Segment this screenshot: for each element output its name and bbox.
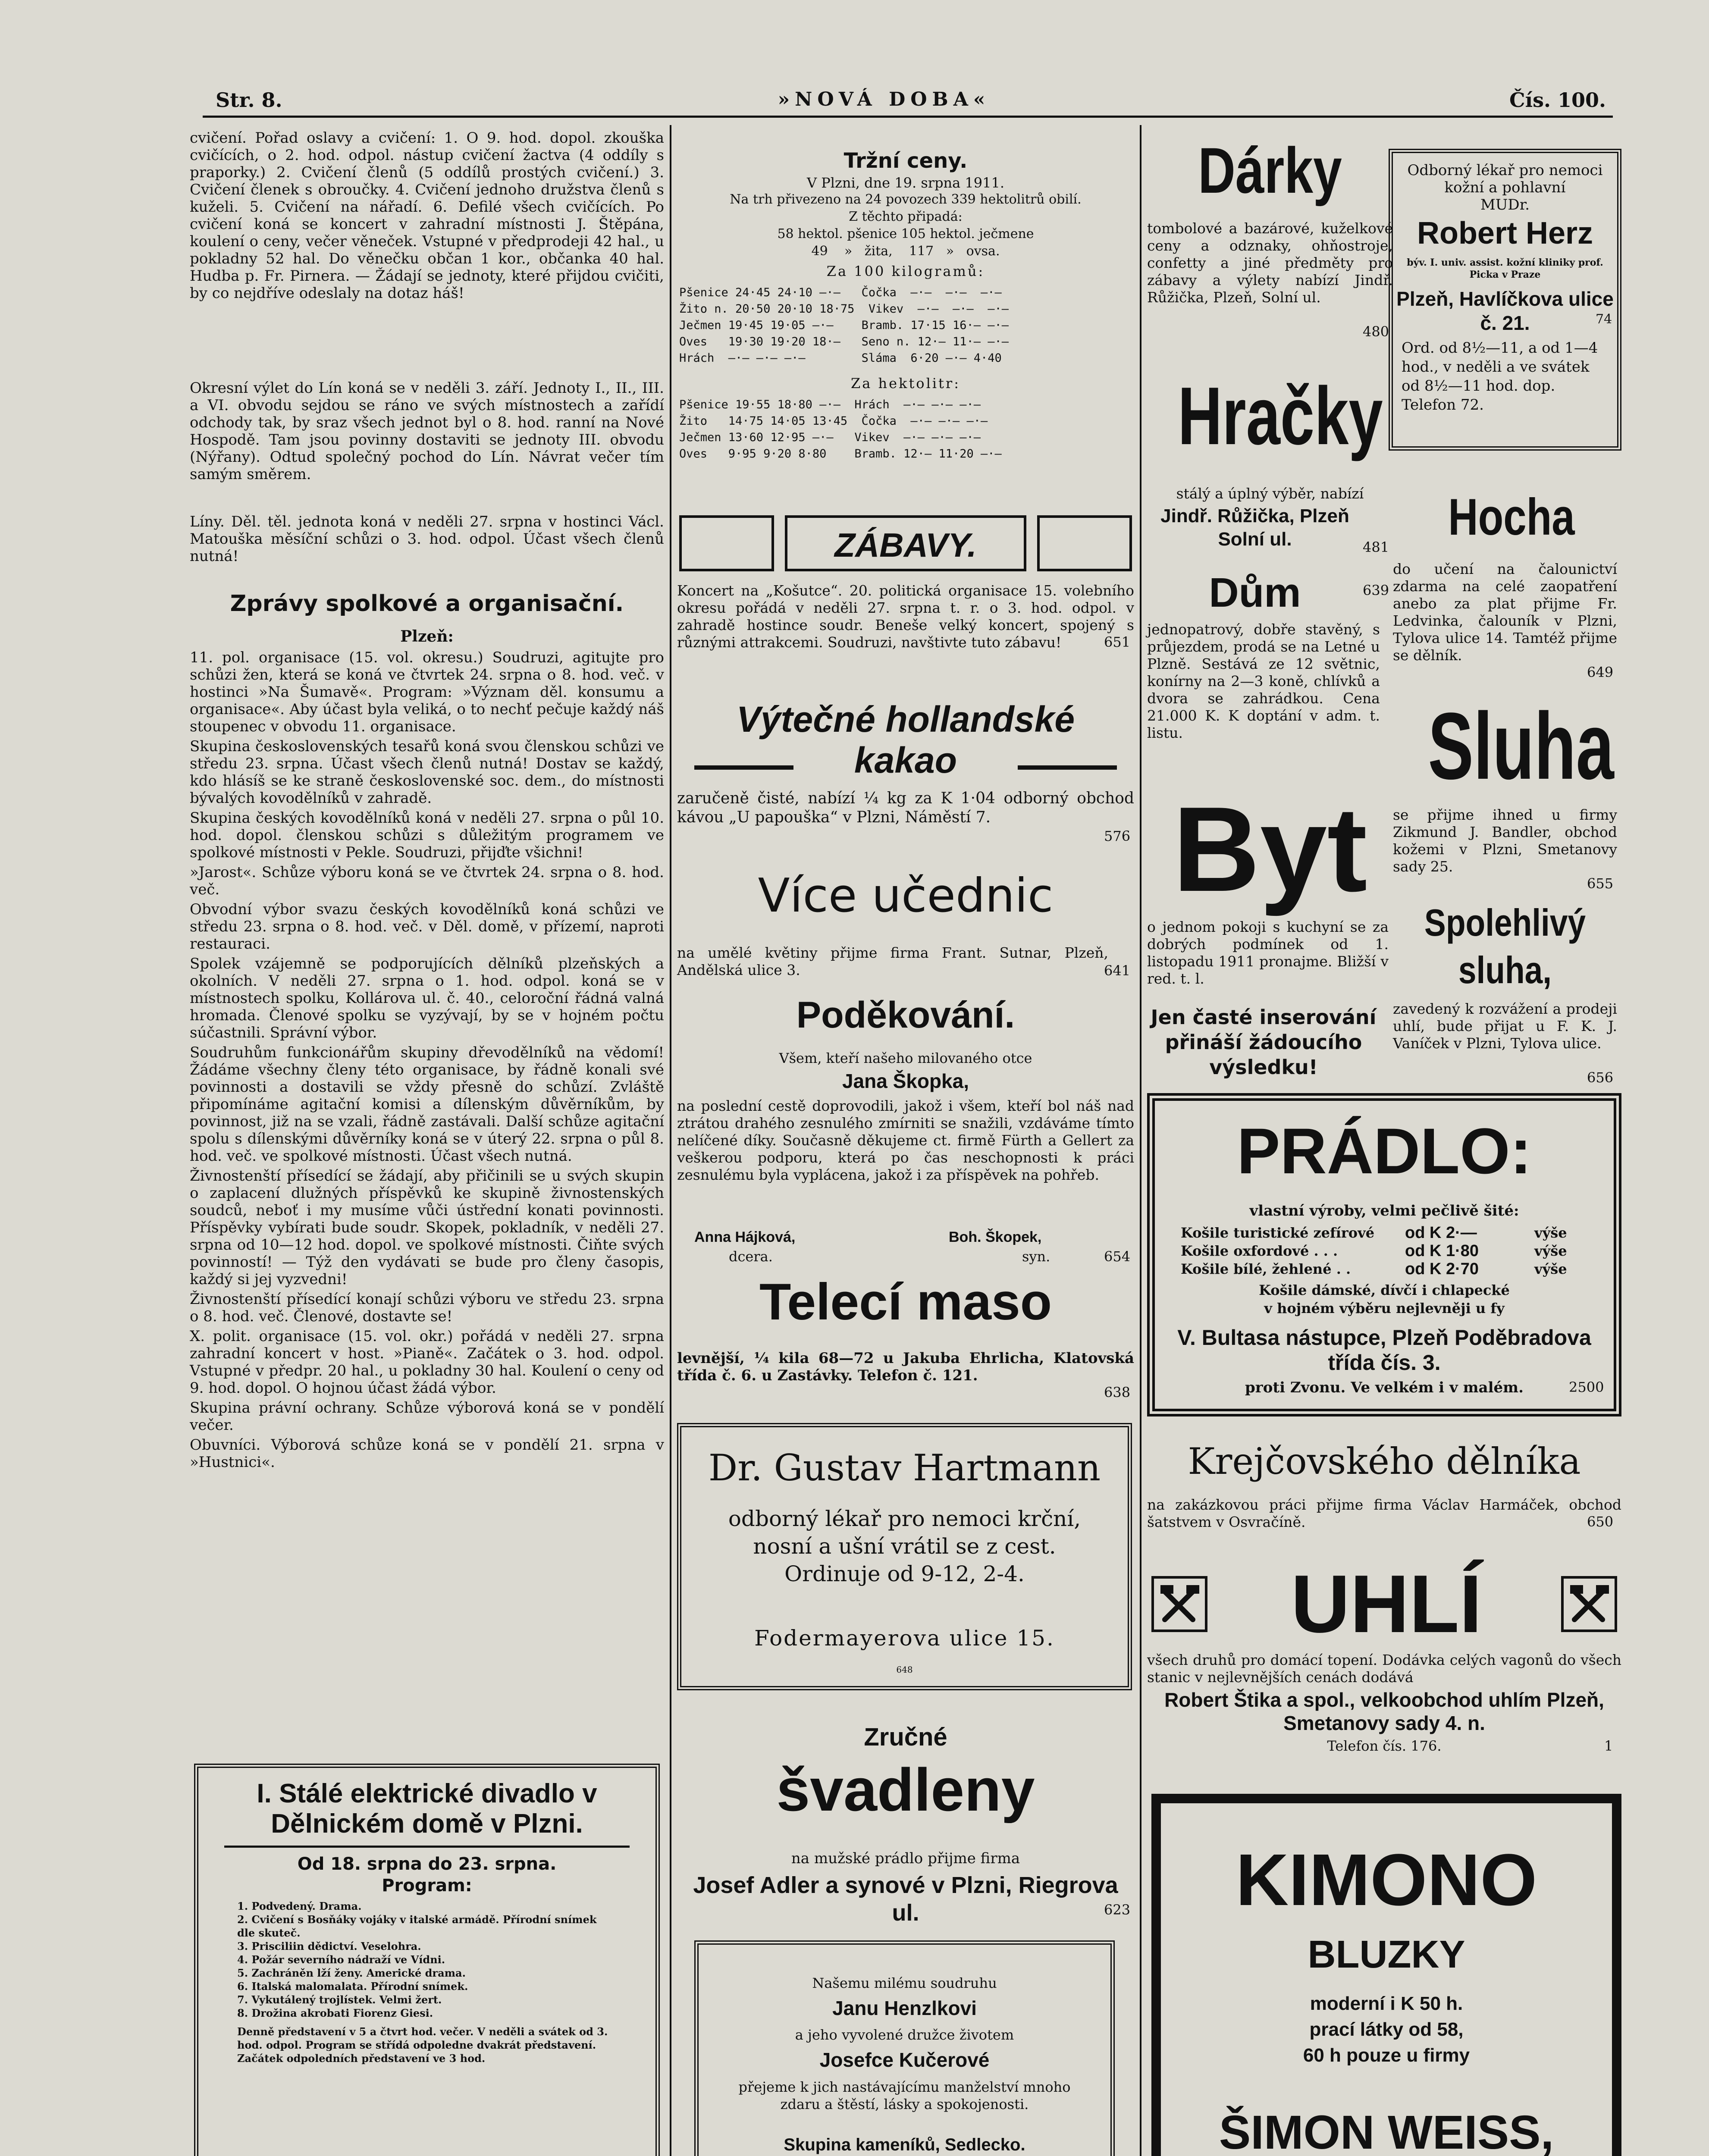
byt-text: o jednom pokoji s kuchyní se za dobrých podmínek od 1. listopadu 1911 pronajme. Bližší v red. t. l. bbox=[1147, 918, 1389, 987]
svadleny-firm: Josef Adler a synové v Plzni, Riegrova ul. bbox=[693, 1872, 1118, 1926]
byt-title: Byt bbox=[1173, 782, 1367, 917]
uhli-tel: Telefon čís. 176. bbox=[1327, 1738, 1442, 1754]
pradlo-sub: vlastní výroby, velmi pečlivě šité: bbox=[1249, 1202, 1519, 1219]
sluha-text: se přijme ihned u firmy Zikmund J. Bandler, obchod kožemi v Plzni, Smetanovy sady 25. bbox=[1393, 806, 1617, 875]
column-rule bbox=[1140, 125, 1141, 2156]
ad-number: 576 bbox=[1104, 828, 1131, 844]
cocoa-title: Výtečné hollandské bbox=[736, 699, 1075, 740]
svadleny-text: na mužské prádlo přijme firma bbox=[791, 1850, 1020, 1867]
uhli-title: UHLÍ bbox=[1291, 1558, 1482, 1650]
section-heading: Zprávy spolkové a organisační. bbox=[230, 591, 624, 617]
svadleny-title: švadleny bbox=[776, 1756, 1035, 1824]
ornament-box bbox=[679, 515, 774, 571]
spolehlivy-title-2: sluha, bbox=[1458, 949, 1552, 991]
news-item: X. polit. organisace (15. vol. okr.) pořádá v neděli 27. srpna zahradní koncert v host. »Pianě«. Začátek o 3. hod. odpol. Vstupné v předpr. 20 hal., u pokladny 30 hal. Koulení o ceny od 9. hod. dopol. O hojnou účast žádá výbor. bbox=[190, 1328, 664, 1397]
ad-number: 623 bbox=[1104, 1902, 1131, 1918]
column-rule bbox=[670, 125, 671, 2156]
news-item: Soudruhům funkcionářům skupiny dřevodělníků na vědomí! Žádáme všechny členy této organisace, by řádně konali své povinnosti a dostavili se vždy přesně do schůzí. Zvláště připomínáme agitační komisi a dílenským důvěrníkům, by povinnost, již na se vzali, řádně zastávali. Další schůze agitační spolu s dílenskými důvěrníky koná se v úterý 22. srpna o půl 8. hod. več. ve spolkové místnosti. Účast všech nutná. bbox=[190, 1044, 664, 1165]
program-item: 4. Požár severního nádraží ve Vídni. bbox=[237, 1953, 445, 1966]
divider bbox=[224, 1846, 630, 1848]
cinema-title: I. Stálé elektrické divadlo v Dělnickém domě v Plzni. bbox=[257, 1779, 597, 1839]
intro-text: cvičení. Pořad oslavy a cvičení: 1. O 9. hod. dopol. zkouška cvičících, o 2. hod. odpol. nástup cvičení žactva (4 oddíly s praporky.) 2. Cvičení členů (5 oddílů prostých cvičení.) 3. Cvičení členek s obroučky. 4. Cvičení jednoho družstva členů s kuželi. 5. Cvičení na nářadí. 6. Defilé všech cvičících. Po cvičení koná se koncert v zahradní místnosti J. Štěpána, koulení o ceny, večer věneček. Vstupné v předprodeji 42 hal., u pokladny 52 hal. Do věnečku občan 1 kor., občanka 40 hal. Hudba p. Fr. Pirnera. — Žádají se jednoty, které přijdou cvičiti, by co nejdříve odeslaly na dotaz háš! bbox=[190, 129, 664, 302]
krejci-text: na zakázkovou práci přijme firma Václav Harmáček, obchod šatstvem v Osvračíně. bbox=[1147, 1496, 1621, 1530]
cocoa-title-2: kakao bbox=[854, 740, 957, 780]
trip-text: Okresní výlet do Lín koná se v neděli 3. září. Jednoty I., II., III. a VI. obvodu sejdou se ráno ve svých místnostech a zařídí odchody tak, by sraz všech jednot byl o 8. hod. ranní na Nové Hospodě. Tam jsou povinny dostaviti se jednoty III. obvodu (Nýřany). Odtud společný pochod do Lín. Návrat večer tím samým směrem. bbox=[190, 379, 664, 483]
herz-line: býv. I. univ. assist. kožní kliniky prof. Picka v Praze bbox=[1407, 257, 1603, 280]
signature-role: dcera. bbox=[729, 1248, 773, 1265]
news-item: Skupina československých tesařů koná svou členskou schůzi ve středu 23. srpna. Účast všech členů nutná! Dostav se každý, kdo hlásíš se ke straně československé soc. dem., do místnosti bývalých kovodělníků v zahradě. bbox=[190, 738, 664, 807]
uhli-firm: Robert Štika a spol., velkoobchod uhlím Plzeň, Smetanovy sady 4. n. bbox=[1164, 1689, 1604, 1734]
signature-role: syn. bbox=[1022, 1248, 1050, 1265]
wedding-line: Našemu milému soudruhu bbox=[812, 1975, 997, 1991]
market-line: Z těchto připadá: bbox=[849, 209, 963, 224]
header-rule bbox=[203, 116, 1613, 118]
market-title: Tržní ceny. bbox=[844, 149, 968, 173]
maso-title: Telecí maso bbox=[759, 1273, 1052, 1331]
liny-text: Líny. Děl. těl. jednota koná v neděli 27. srpna v hostinci Václ. Matouška měsíční schůzi o 3. hod. odpol. Účast všech členů nutná! bbox=[190, 513, 664, 565]
cinema-ad bbox=[194, 1764, 660, 2156]
svadleny-pre: Zručné bbox=[864, 1723, 947, 1751]
ad-number: 2500 bbox=[1569, 1379, 1604, 1395]
ucednic-title: Více učednic bbox=[758, 869, 1054, 923]
herz-name: Robert Herz bbox=[1417, 216, 1593, 251]
news-item: Živnostenští přísedící konají schůzi výboru ve středu 23. srpna o 8. hod. več. Členové, dostavte se! bbox=[190, 1291, 664, 1325]
kimono-line: prací látky od 58, bbox=[1309, 2019, 1464, 2040]
herz-ad bbox=[1389, 149, 1621, 451]
program-item: 3. Prisciliin dědictví. Veselohra. bbox=[237, 1940, 421, 1952]
cinema-dates: Od 18. srpna do 23. srpna. bbox=[297, 1854, 557, 1874]
ad-number: 654 bbox=[1104, 1248, 1131, 1265]
program-item: 1. Podvedený. Drama. bbox=[237, 1900, 362, 1912]
news-item: »Jarost«. Schůze výboru koná se ve čtvrtek 24. srpna o 8. hod. več. bbox=[190, 864, 664, 898]
price-row: Košile oxfordové . . . od K 1·80 výše bbox=[1181, 1242, 1567, 1260]
market-line: 49 » žita, 117 » ovsa. bbox=[811, 244, 1000, 259]
program-item: 8. Drožina akrobati Fiorenz Giesi. bbox=[237, 2007, 433, 2019]
ad-number: 74 bbox=[1596, 312, 1612, 327]
podekovani-title: Poděkování. bbox=[796, 994, 1015, 1036]
kimono-ad bbox=[1151, 1794, 1621, 2156]
herz-line: MUDr. bbox=[1480, 196, 1530, 213]
herz-city: Plzeň, Havlíčkova ulice č. 21. bbox=[1396, 288, 1614, 334]
program-item: 5. Zachráněn lží ženy. Americké drama. bbox=[237, 1967, 466, 1979]
ad-number: 481 bbox=[1363, 539, 1389, 555]
city-heading: Plzeň: bbox=[400, 627, 454, 646]
ad-number: 648 bbox=[896, 1664, 913, 1675]
hartmann-address: Fodermayerova ulice 15. bbox=[754, 1626, 1055, 1651]
zabavy-title: ZÁBAVY. bbox=[834, 526, 977, 564]
hocha-text: do učení na čalounictví zdarma na celé zaopatření anebo za plat přijme Fr. Ledvinka, čalouník v Plzni, Tylova ulice 14. Tamtéž přijme se dělník. bbox=[1393, 561, 1617, 664]
hammer-pick-icon bbox=[1151, 1576, 1207, 1632]
wedding-line: a jeho vyvolené družce životem bbox=[795, 2027, 1014, 2043]
inserovani-text: Jen časté inserování přináší žádoucího výsledku! bbox=[1151, 1006, 1377, 1079]
ad-number: 651 bbox=[1104, 634, 1131, 650]
pradlo-firm: V. Bultasa nástupce, Plzeň Poděbradova třída čís. 3. bbox=[1177, 1326, 1591, 1375]
wedding-sign: Skupina kameníků, Sedlecko. bbox=[784, 2135, 1025, 2154]
news-item: Obvodní výbor svazu českých kovodělníků koná schůzi ve středu 23. srpna o 8. hod. več. v Děl. domě, v přízemí, naproti restauraci. bbox=[190, 901, 664, 953]
ad-number: 1 bbox=[1604, 1738, 1613, 1754]
pradlo-title: PRÁDLO: bbox=[1237, 1115, 1532, 1187]
program-item: 6. Italská malomalata. Přírodní snímek. bbox=[237, 1980, 468, 1993]
program-label: Program: bbox=[382, 1876, 472, 1896]
page-number: Str. 8. bbox=[216, 88, 282, 112]
kimono-subtitle: BLUZKY bbox=[1308, 1933, 1465, 1976]
news-item: Spolek vzájemně se podporujících dělníků plzeňských a okolních. V neděli 27. srpna o 1. hod. odpol. koná se v místnostech spolku, Kollárova ul. č. 40., celoroční řádná valná hromada. Členové spolku se vyzývají, by se v hojném počtu súčastnili. Správní výbor. bbox=[190, 955, 664, 1041]
hracky-title: Hračky bbox=[1178, 370, 1383, 462]
program-list bbox=[237, 1899, 617, 2065]
ad-number: 480 bbox=[1363, 323, 1389, 340]
ad-number: 641 bbox=[1104, 962, 1131, 979]
spolehlivy-title: Spolehlivý bbox=[1424, 901, 1586, 944]
pradlo-ad bbox=[1147, 1093, 1621, 1416]
cocoa-text: zaručeně čisté, nabízí ¼ kg za K 1·04 odborný obchod kávou „U papouška“ v Plzni, Náměstí 7. bbox=[677, 790, 1134, 826]
market-line: Na trh přivezeno na 24 povozech 339 hektolitrů obilí. bbox=[730, 192, 1082, 207]
market-unit: Za 100 kilogramů: bbox=[826, 263, 985, 279]
divider bbox=[1018, 765, 1117, 770]
darky-text: tombolové a bazárové, kuželkové ceny a odznaky, ohňostroje, confetty a jiné předměty pro zábavy a výlety nabízí Jindř. Růžička, Plzeň, Solní ul. bbox=[1147, 220, 1393, 306]
news-item: Skupina českých kovodělníků koná v neděli 27. srpna o půl 10. hod. dopol. členskou schůzi s důležitým programem ve spolkové místnosti v Pekle. Soudruzi, přijďte všichni! bbox=[190, 809, 664, 861]
hartmann-title: Dr. Gustav Hartmann bbox=[708, 1447, 1101, 1489]
market-unit: Za hektolitr: bbox=[851, 375, 960, 392]
pradlo-line: v hojném výběru nejlevněji u fy bbox=[1264, 1300, 1505, 1316]
pradlo-prices bbox=[1181, 1224, 1595, 1278]
podekovani-name: Jana Škopka, bbox=[842, 1070, 969, 1092]
hartmann-ad bbox=[677, 1423, 1132, 1690]
uhli-text: všech druhů pro domácí topení. Dodávka celých vagonů do všech stanic v nejlevnějších cenách dodává bbox=[1147, 1651, 1621, 1686]
zabavy-box bbox=[785, 515, 1026, 571]
market-table-hl: Pšenice 19·55 18·80 —·— Hrách —·— —·— —·— Žito 14·75 14·05 13·45 Čočka —·— —·— —·— Ječmen 13·60 12·95 —·— Vikev —·— —·— —·— Oves 9·95 9·20 8·80 Bramb. 12·— 11·20 —·— bbox=[679, 398, 1002, 461]
hracky-text: stálý a úplný výběr, nabízí bbox=[1176, 485, 1364, 502]
hocha-title: Hocha bbox=[1448, 488, 1575, 546]
krejci-title: Krejčovského dělníka bbox=[1188, 1440, 1581, 1482]
dum-text: jednopatrový, dobře stavěný, s průjezdem, prodá se na Letné u Plzně. Sestává ze 12 světnic, konírny na 2—3 koně, chlívků a dvora se zahrádkou. Cena 21.000 K. K doptání v adm. t. listu. bbox=[1147, 621, 1380, 741]
hracky-firm: Jindř. Růžička, Plzeň Solní ul. bbox=[1160, 505, 1349, 550]
market-table-kg: Pšenice 24·45 24·10 —·— Čočka —·— —·— —·— Žito n. 20·50 20·10 18·75 Vikev —·— —·— —·— Ječmen 19·45 19·05 —·— Bramb. 17·15 16·— —·— Oves 19·30 19·20 18·— Seno n. 12·— 11·— —·— Hrách —·— —·— —·— Sláma 6·20 —·— 4·40 bbox=[679, 286, 1009, 365]
news-item: Živnostenští přísedící se žádají, aby přičinili se u svých skupin o zaplacení dlužných příspěvků ke skupině živnostenských soudců, neboť i my musíme vůči ústřední konati povinnosti. Příspěvky vybírati bude soudr. Skopek, pokladník, v neděli 27. srpna od 10—12 hod. dopol. ve spolkové místnosti. Čiňte svých povinností! — Týž den vydávati se bude pro členy časopis, každý si jej vyzvedni! bbox=[190, 1167, 664, 1288]
podekovani-text: Všem, kteří našeho milovaného otce bbox=[779, 1050, 1032, 1066]
price-row: Košile turistické zefírové od K 2·— výše bbox=[1181, 1224, 1567, 1242]
pradlo-line: proti Zvonu. Ve velkém i v malém. bbox=[1245, 1379, 1524, 1396]
signature: Boh. Škopek, bbox=[949, 1229, 1042, 1245]
hartmann-text: odborný lékař pro nemoci krční, nosní a ušní vrátil se z cest. Ordinuje od 9-12, 2-4. bbox=[728, 1506, 1081, 1586]
kimono-line: moderní i K 50 h. bbox=[1310, 1993, 1463, 2014]
herz-hours: Ord. od 8½—11, a od 1—4 hod., v neděli a ve svátek od 8½—11 hod. dop. Telefon 72. bbox=[1402, 339, 1598, 414]
ad-number: 649 bbox=[1587, 664, 1614, 680]
wedding-text: přejeme k jich nastávajícímu manželství mnoho zdaru a štěstí, lásky a spokojenosti. bbox=[738, 2079, 1071, 2112]
podekovani-body: na poslední cestě doprovodili, jakož i všem, kteří bol náš nad ztrátou drahého zesnulého zmírniti se snažili, vzdáváme tímto nelíčené díky. Současně děkujeme ct. firmě Fürth a Gellert za veškerou podporu, která po čas neschopnosti k práci zesnulému byla vyplácena, jakož i za příspěvek na pohřeb. bbox=[677, 1097, 1134, 1183]
program-item: 7. Vykutálený trojlístek. Velmi žert. bbox=[237, 1993, 442, 2006]
club-news bbox=[190, 649, 664, 1473]
kimono-firm: ŠIMON WEISS, bbox=[1219, 2106, 1554, 2156]
wedding-name: Josefce Kučerové bbox=[819, 2049, 990, 2071]
market-date: V Plzni, dne 19. srpna 1911. bbox=[806, 175, 1005, 191]
program-item: 2. Cvičení s Bosňáky vojáky v italské armádě. Přírodní snímek dle skuteč. bbox=[237, 1913, 597, 1939]
news-item: Obuvníci. Výborová schůze koná se v pondělí 21. srpna v »Hustnici«. bbox=[190, 1436, 664, 1471]
ad-number: 639 bbox=[1363, 582, 1389, 599]
sluha-title: Sluha bbox=[1428, 693, 1614, 799]
issue-number: Čís. 100. bbox=[1509, 88, 1606, 112]
wedding-name: Janu Henzlkovi bbox=[832, 1997, 977, 2019]
ad-number: 655 bbox=[1587, 875, 1614, 892]
kimono-title: KIMONO bbox=[1235, 1839, 1537, 1921]
herz-line: Odborný lékař pro nemoci kožní a pohlavní bbox=[1407, 162, 1603, 196]
market-line: 58 hektol. pšenice 105 hektol. ječmene bbox=[777, 226, 1034, 241]
masthead-title: »NOVÁ DOBA« bbox=[778, 88, 991, 110]
dum-title: Dům bbox=[1209, 570, 1301, 616]
spolehlivy-text: zavedený k rozvážení a prodeji uhlí, bude přijat u F. K. J. Vaníček v Plzni, Tylova ulice. bbox=[1393, 1000, 1617, 1052]
ornament-box bbox=[1037, 515, 1132, 571]
hammer-pick-icon bbox=[1561, 1576, 1617, 1632]
ad-number: 638 bbox=[1104, 1384, 1131, 1401]
news-item: Skupina právní ochrany. Schůze výborová koná se v pondělí večer. bbox=[190, 1399, 664, 1434]
kimono-line: 60 h pouze u firmy bbox=[1303, 2045, 1470, 2066]
ad-number: 650 bbox=[1587, 1514, 1614, 1530]
program-notes: Denně představení v 5 a čtvrt hod. večer. V neděli a svátek od 3. hod. odpol. Program se střídá odpoledne dvakrát představení. Začátek odpoledních představení ve 3 hod. bbox=[237, 2025, 608, 2065]
darky-title: Dárky bbox=[1198, 134, 1342, 207]
news-item: 11. pol. organisace (15. vol. okresu.) Soudruzi, agitujte pro schůzi žen, která se koná ve čtvrtek 24. srpna o 8. hod. več. v hostinci »Na Šumavě«. Program: »Význam děl. konsumu a organisace«. Aby účast byla veliká, o to nechť pečuje každý náš stoupenec v obvodu 11. organisace. bbox=[190, 649, 664, 735]
ucednic-text: na umělé květiny přijme firma Frant. Sutnar, Plzeň, Andělská ulice 3. bbox=[677, 944, 1108, 978]
pradlo-line: Košile dámské, dívčí i chlapecké bbox=[1259, 1282, 1510, 1298]
signature: Anna Hájková, bbox=[694, 1229, 796, 1245]
maso-text: levnější, ¼ kila 68—72 u Jakuba Ehrlicha, Klatovská třída č. 6. u Zastávky. Telefon č. 121. bbox=[677, 1350, 1134, 1384]
zabavy-text: Koncert na „Košutce“. 20. politická organisace 15. volebního okresu pořádá v neděli 27. srpna t. r. o 3. hod. odpol. v zahradě hostince soudr. Beneše velký koncert, spojený s různými attrakcemi. Soudruzi, navštivte tuto zábavu! bbox=[677, 582, 1134, 651]
price-row: Košile bílé, žehlené . . od K 2·70 výše bbox=[1181, 1260, 1567, 1278]
ad-number: 656 bbox=[1587, 1069, 1614, 1086]
wedding-ad bbox=[694, 1940, 1115, 2156]
